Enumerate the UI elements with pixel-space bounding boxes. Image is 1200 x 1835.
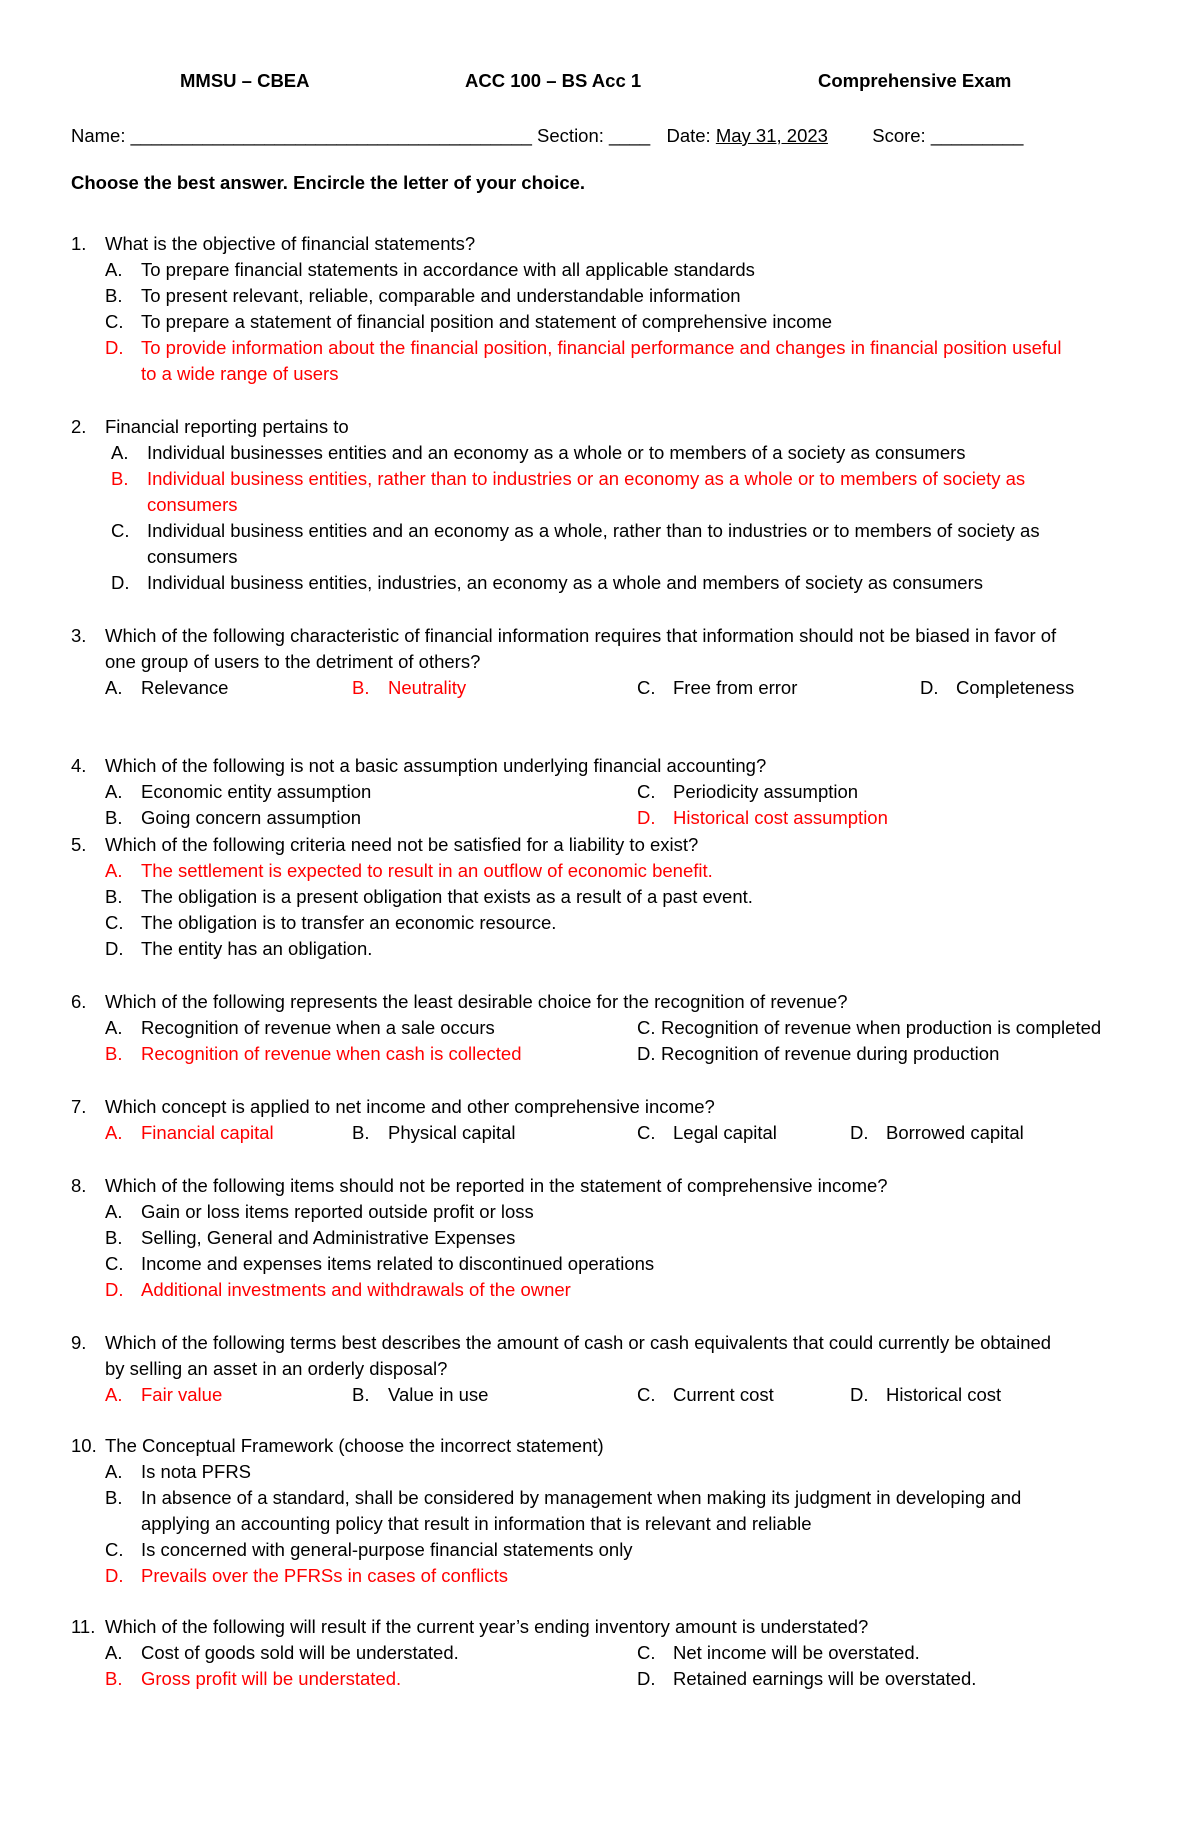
- choice-text: Individual business entities, rather than to industries or an economy as a whole or to members of society as: [147, 468, 1026, 489]
- choice-text: Prevails over the PFRSs in cases of conflicts: [141, 1565, 509, 1586]
- date-label: Date:: [666, 125, 711, 146]
- choice-text: Legal capital: [673, 1122, 777, 1143]
- question-number: 8.: [71, 1175, 87, 1196]
- choice-letter: B.: [105, 1487, 123, 1508]
- choice-letter: D.: [111, 572, 130, 593]
- choice-letter: A.: [105, 860, 123, 881]
- choice-letter: B.: [105, 1043, 123, 1064]
- choice-letter: A.: [105, 1384, 123, 1405]
- choice-letter: D.: [850, 1384, 869, 1405]
- choice-letter: A.: [105, 1461, 123, 1482]
- question-text: one group of users to the detriment of others?: [105, 651, 481, 672]
- choice-text: Economic entity assumption: [141, 781, 372, 802]
- choice-letter: D.: [105, 1565, 124, 1586]
- choice-letter: C.: [105, 912, 124, 933]
- choice-text: To present relevant, reliable, comparable and understandable information: [141, 285, 741, 306]
- choice-b[interactable]: [0, 1485, 1200, 1511]
- choice-a[interactable]: [0, 257, 1200, 283]
- question-line: [0, 649, 1200, 675]
- choice-letter: D.: [850, 1122, 869, 1143]
- question-text: Which of the following terms best describes the amount of cash or cash equivalents that could currently be obtained: [105, 1332, 1052, 1353]
- choice-text: Historical cost assumption: [673, 807, 888, 828]
- choice-text: Individual businesses entities and an economy as a whole or to members of a society as consumers: [147, 442, 966, 463]
- choice-text: Recognition of revenue during production: [661, 1043, 1000, 1064]
- score-field[interactable]: _________: [930, 125, 1024, 146]
- name-field[interactable]: _______________________________________: [130, 125, 532, 146]
- choice-text: consumers: [147, 546, 238, 567]
- question-text: What is the objective of financial statements?: [105, 233, 476, 254]
- choice-text: To prepare financial statements in accordance with all applicable standards: [141, 259, 755, 280]
- choice-text: The obligation is a present obligation that exists as a result of a past event.: [141, 886, 753, 907]
- choice-text: The settlement is expected to result in an outflow of economic benefit.: [141, 860, 713, 881]
- question-line: [0, 1094, 1200, 1120]
- choice-letter: D.: [637, 1668, 656, 1689]
- choice-letter: C.: [637, 1122, 656, 1143]
- choice-letter: B.: [352, 677, 370, 698]
- choice-text: Completeness: [956, 677, 1075, 698]
- choice-d[interactable]: [0, 570, 1200, 596]
- choice-letter: D.: [637, 1043, 656, 1064]
- question-text: Which of the following criteria need not be satisfied for a liability to exist?: [105, 834, 699, 855]
- choice-text: Individual business entities and an economy as a whole, rather than to industries or to members of society as: [147, 520, 1040, 541]
- choice-letter: C.: [637, 781, 656, 802]
- header-course: ACC 100 – BS Acc 1: [465, 70, 642, 91]
- choice-text: Is nota PFRS: [141, 1461, 252, 1482]
- question-line: [0, 414, 1200, 440]
- choice-text: Additional investments and withdrawals of the owner: [141, 1279, 571, 1300]
- choice-b-correct[interactable]: [0, 492, 1200, 518]
- choice-text: Financial capital: [141, 1122, 274, 1143]
- choice-text: Physical capital: [388, 1122, 516, 1143]
- choice-c[interactable]: [0, 1251, 1200, 1277]
- choice-text: Periodicity assumption: [673, 781, 859, 802]
- choice-text: Current cost: [673, 1384, 774, 1405]
- choice-letter: D.: [105, 337, 124, 358]
- question-line: [0, 1356, 1200, 1382]
- score-label: Score:: [872, 125, 926, 146]
- choice-text: Is concerned with general-purpose financial statements only: [141, 1539, 633, 1560]
- choice-letter: D.: [920, 677, 939, 698]
- choice-text: Recognition of revenue when production is completed: [661, 1017, 1102, 1038]
- question-number: 11.: [71, 1616, 96, 1637]
- question-number: 7.: [71, 1096, 87, 1117]
- choice-text: Historical cost: [886, 1384, 1002, 1405]
- choice-letter: D.: [637, 807, 656, 828]
- choice-letter: C.: [105, 1539, 124, 1560]
- question-line: [0, 989, 1200, 1015]
- choice-text: Gross profit will be understated.: [141, 1668, 402, 1689]
- choice-letter: C.: [105, 311, 124, 332]
- question-line: [0, 1173, 1200, 1199]
- section-label: Section:: [537, 125, 604, 146]
- question-number: 9.: [71, 1332, 87, 1353]
- choice-letter: C.: [637, 677, 656, 698]
- choice-text: Cost of goods sold will be understated.: [141, 1642, 459, 1663]
- choice-a[interactable]: [0, 440, 1200, 466]
- question-line: [0, 231, 1200, 257]
- question-text: Which of the following will result if the current year’s ending inventory amount is understated?: [105, 1616, 869, 1637]
- choice-text: Neutrality: [388, 677, 467, 698]
- choice-letter: A.: [105, 1017, 123, 1038]
- choice-letter: D.: [105, 938, 124, 959]
- choice-letter: C.: [637, 1017, 656, 1038]
- choice-letter: A.: [105, 1122, 123, 1143]
- question-text: Financial reporting pertains to: [105, 416, 349, 437]
- question-text: Which of the following represents the least desirable choice for the recognition of revenue?: [105, 991, 848, 1012]
- question-number: 2.: [71, 416, 87, 437]
- choice-letter: C.: [105, 1253, 124, 1274]
- choice-c[interactable]: [0, 309, 1200, 335]
- choice-letter: B.: [105, 1668, 123, 1689]
- question-text: by selling an asset in an orderly disposal?: [105, 1358, 448, 1379]
- question-line: [0, 1433, 1200, 1459]
- choice-c[interactable]: [0, 1537, 1200, 1563]
- choice-text: In absence of a standard, shall be considered by management when making its judgment in developing and: [141, 1487, 1022, 1508]
- choice-d-correct[interactable]: [0, 1277, 1200, 1303]
- choice-a-correct[interactable]: [0, 858, 1200, 884]
- choice-b[interactable]: [0, 1511, 1200, 1537]
- instructions: Choose the best answer. Encircle the letter of your choice.: [71, 172, 586, 193]
- choice-text: Selling, General and Administrative Expenses: [141, 1227, 516, 1248]
- choice-text: Income and expenses items related to discontinued operations: [141, 1253, 655, 1274]
- question-text: Which of the following items should not be reported in the statement of comprehensive income?: [105, 1175, 888, 1196]
- choice-text: To prepare a statement of financial position and statement of comprehensive income: [141, 311, 833, 332]
- choice-text: Free from error: [673, 677, 798, 698]
- choice-text: To provide information about the financial position, financial performance and changes in financial position useful: [141, 337, 1062, 358]
- choice-d-correct[interactable]: [0, 361, 1200, 387]
- choice-letter: B.: [352, 1384, 370, 1405]
- choice-letter: C.: [637, 1384, 656, 1405]
- header-exam-title: Comprehensive Exam: [818, 70, 1012, 91]
- question-text: Which of the following is not a basic assumption underlying financial accounting?: [105, 755, 767, 776]
- choice-text: Net income will be overstated.: [673, 1642, 920, 1663]
- choice-letter: B.: [105, 1227, 123, 1248]
- choice-letter: C.: [111, 520, 130, 541]
- date-value: May 31, 2023: [715, 125, 828, 146]
- question-number: 10.: [71, 1435, 97, 1456]
- choice-text: Relevance: [141, 677, 229, 698]
- choice-letter: A.: [111, 442, 129, 463]
- choice-letter: B.: [105, 285, 123, 306]
- choice-letter: B.: [105, 807, 123, 828]
- choice-b[interactable]: [0, 884, 1200, 910]
- choice-a[interactable]: [0, 1459, 1200, 1485]
- question-text: The Conceptual Framework (choose the incorrect statement): [105, 1435, 604, 1456]
- choice-text: Borrowed capital: [886, 1122, 1024, 1143]
- question-line: [0, 623, 1200, 649]
- choice-letter: D.: [105, 1279, 124, 1300]
- choice-letter: A.: [105, 1201, 123, 1222]
- choice-text: Retained earnings will be overstated.: [673, 1668, 977, 1689]
- choice-text: Individual business entities, industries, an economy as a whole and members of society as consumers: [147, 572, 984, 593]
- choice-c[interactable]: [0, 544, 1200, 570]
- choice-text: to a wide range of users: [141, 363, 339, 384]
- choice-letter: B.: [111, 468, 129, 489]
- choice-text: Value in use: [388, 1384, 489, 1405]
- question-number: 4.: [71, 755, 87, 776]
- choice-text: Gain or loss items reported outside profit or loss: [141, 1201, 534, 1222]
- choice-letter: C.: [637, 1642, 656, 1663]
- name-label: Name:: [71, 125, 126, 146]
- choice-letter: B.: [352, 1122, 370, 1143]
- question-line: [0, 832, 1200, 858]
- header-school: MMSU – CBEA: [180, 70, 310, 91]
- choice-text: Going concern assumption: [141, 807, 362, 828]
- section-field[interactable]: ____: [609, 125, 651, 146]
- choice-text: Fair value: [141, 1384, 223, 1405]
- choice-d-correct[interactable]: [0, 1563, 1200, 1589]
- choice-b[interactable]: [0, 283, 1200, 309]
- choice-b[interactable]: [0, 1225, 1200, 1251]
- question-line: [0, 1330, 1200, 1356]
- question-number: 1.: [71, 233, 87, 254]
- choice-d[interactable]: [0, 936, 1200, 962]
- choice-c[interactable]: [0, 518, 1200, 544]
- question-text: Which concept is applied to net income and other comprehensive income?: [105, 1096, 715, 1117]
- question-number: 6.: [71, 991, 87, 1012]
- choice-text: applying an accounting policy that result in information that is relevant and reliable: [141, 1513, 812, 1534]
- choice-b-correct[interactable]: [0, 466, 1200, 492]
- question-line: [0, 753, 1200, 779]
- choice-text: Recognition of revenue when a sale occurs: [141, 1017, 495, 1038]
- choice-text: Recognition of revenue when cash is collected: [141, 1043, 522, 1064]
- choice-letter: A.: [105, 1642, 123, 1663]
- question-text: Which of the following characteristic of financial information requires that information should not be biased in favor of: [105, 625, 1057, 646]
- choice-text: The obligation is to transfer an economic resource.: [141, 912, 557, 933]
- student-info-line: [71, 125, 1023, 147]
- choice-letter: B.: [105, 886, 123, 907]
- choice-text: The entity has an obligation.: [141, 938, 373, 959]
- choice-d-correct[interactable]: [0, 335, 1200, 361]
- choice-letter: A.: [105, 781, 123, 802]
- choice-c[interactable]: [0, 910, 1200, 936]
- choice-a[interactable]: [0, 1199, 1200, 1225]
- choice-letter: A.: [105, 259, 123, 280]
- question-line: [0, 1614, 1200, 1640]
- choice-letter: A.: [105, 677, 123, 698]
- question-number: 3.: [71, 625, 87, 646]
- question-number: 5.: [71, 834, 87, 855]
- choice-text: consumers: [147, 494, 238, 515]
